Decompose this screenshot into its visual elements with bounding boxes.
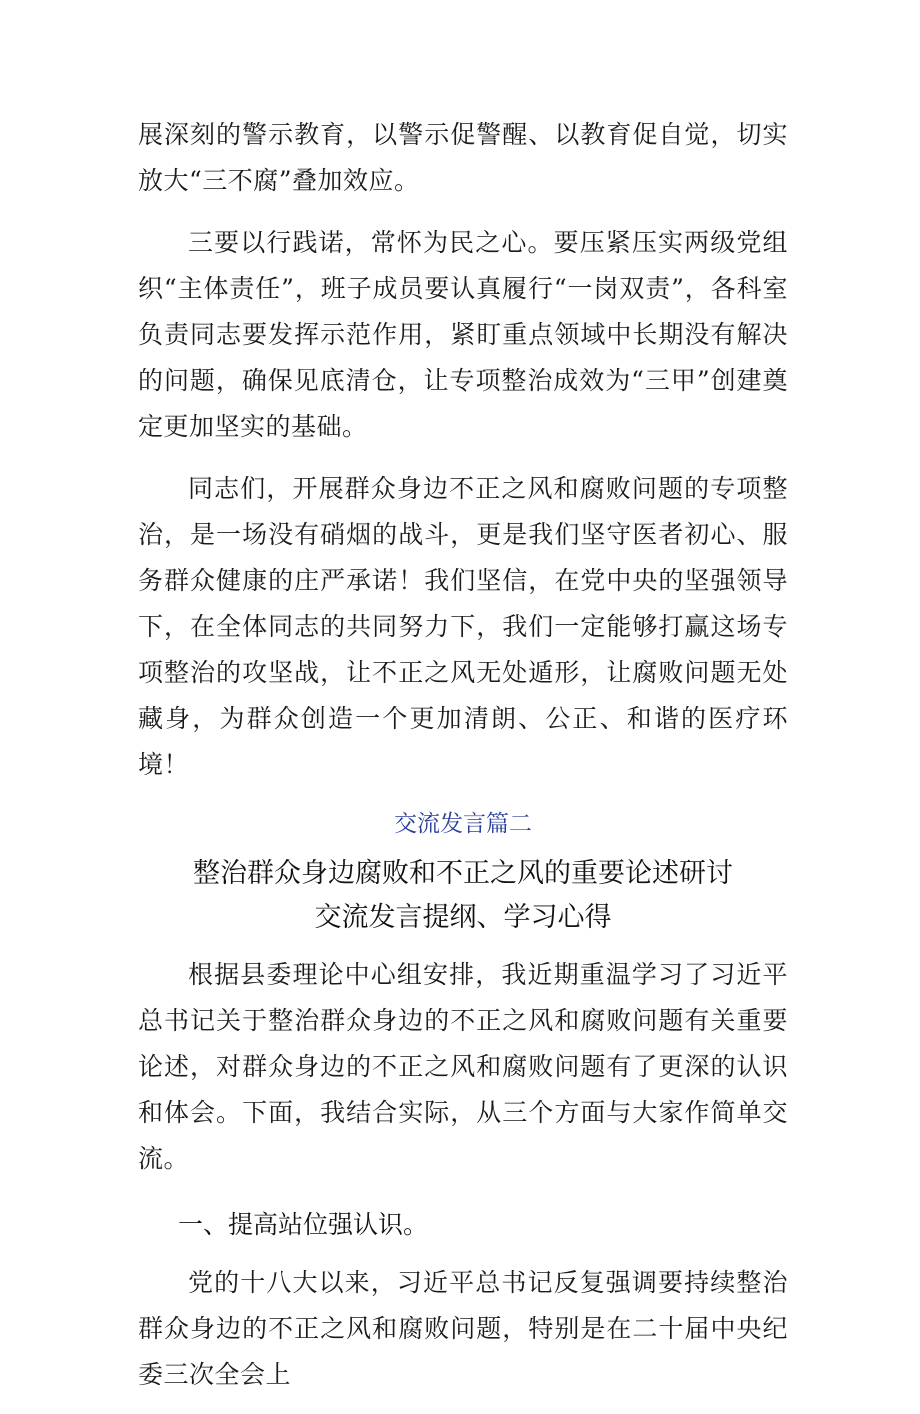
paragraph-section-1: 党的十八大以来，习近平总书记反复强调要持续整治群众身边的不正之风和腐败问题，特别是在二十届中央纪委三次全会上	[138, 1268, 788, 1389]
section-heading-1: 一、提高站位强认识。	[178, 1210, 429, 1239]
document-body	[138, 112, 788, 1414]
paragraph-closing: 同志们，开展群众身边不正之风和腐败问题的专项整治，是一场没有硝烟的战斗，更是我们坚守医者初心、服务群众健康的庄严承诺！我们坚信，在党中央的坚强领导下，在全体同志的共同努力下，我们一定能够打赢这场专项整治的攻坚战，让不正之风无处遁形，让腐败问题无处藏身，为群众创造一个更加清朗、公正、和谐的医疗环境！	[138, 474, 788, 779]
section-label: 交流发言篇二	[394, 811, 532, 837]
paragraph-continued: 展深刻的警示教育，以警示促警醒、以教育促自觉，切实放大“三不腐”叠加效应。	[138, 120, 788, 195]
document-title	[138, 852, 788, 940]
paragraph-three-requirements: 三要以行践诺，常怀为民之心。要压紧压实两级党组织“主体责任”，班子成员要认真履行“一岗双责”，各科室负责同志要发挥示范作用，紧盯重点领域中长期没有解决的问题，确保见底清仓，让专项整治成效为“三甲”创建奠定更加坚实的基础。	[138, 228, 788, 441]
document-title-line1: 整治群众身边腐败和不正之风的重要论述研讨	[193, 858, 733, 889]
document-title-line2: 交流发言提纲、学习心得	[314, 902, 612, 933]
paragraph-intro: 根据县委理论中心组安排，我近期重温学习了习近平总书记关于整治群众身边的不正之风和腐败问题有关重要论述，对群众身边的不正之风和腐败问题有了更深的认识和体会。下面，我结合实际，从三个方面与大家作简单交流。	[138, 960, 788, 1173]
